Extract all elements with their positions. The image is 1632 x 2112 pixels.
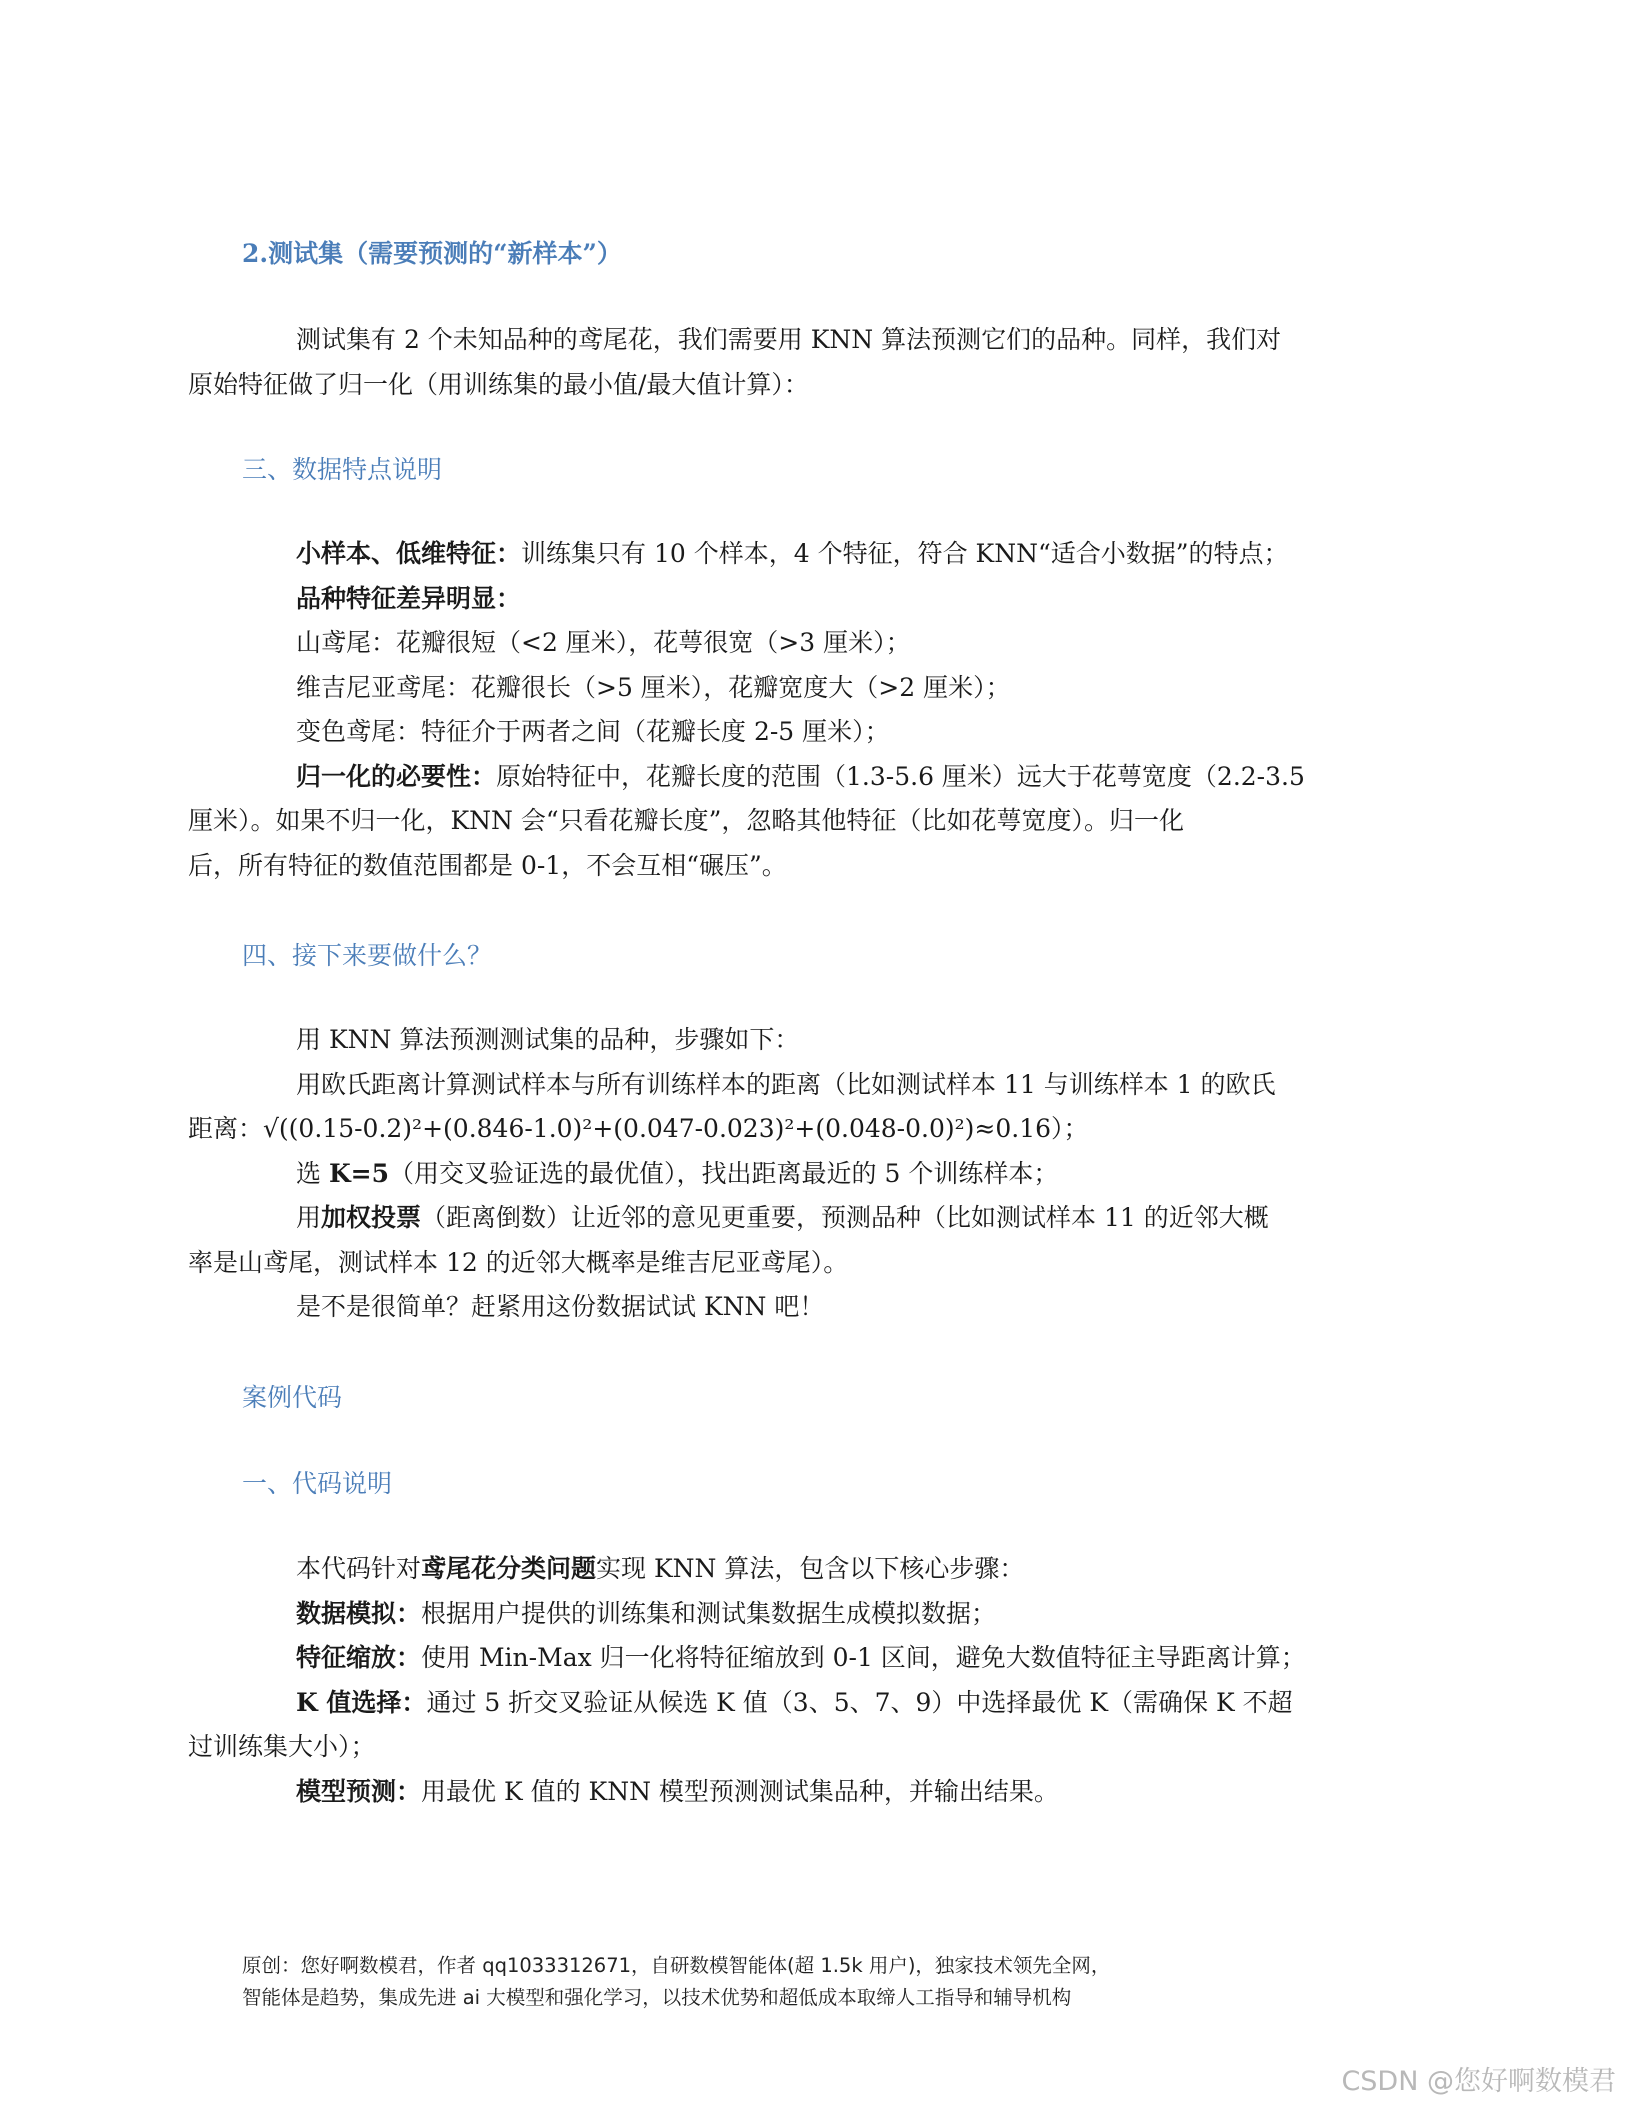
paragraph-line: 过训练集大小）； — [188, 1732, 376, 1761]
term-text: 训练集只有 10 个样本，4 个特征，符合 KNN“适合小数据”的特点； — [521, 539, 1289, 568]
text: 根据用户提供的训练集和测试集数据生成模拟数据； — [421, 1598, 997, 1628]
feature-line-versicolor: 变色鸢尾：特征介于两者之间（花瓣长度 2-5 厘米）； — [296, 717, 890, 746]
paragraph-line: 测试集有 2 个未知品种的鸢尾花，我们需要用 KNN 算法预测它们的品种。同样，我们对 — [296, 325, 1282, 354]
test-set-paragraph — [188, 318, 1392, 407]
term-label: 品种特征差异明显： — [296, 583, 522, 613]
code-step-k-select — [242, 1681, 1392, 1726]
term-label: 小样本、低维特征： — [296, 539, 522, 568]
term-label: 鸢尾花分类问题 — [421, 1554, 597, 1583]
text: 本代码针对 — [296, 1554, 422, 1583]
footer-note — [242, 1950, 1392, 2014]
paragraph-line: 率是山鸢尾，测试样本 12 的近邻大概率是维吉尼亚鸢尾）。 — [188, 1247, 849, 1277]
data-features-body — [188, 532, 1392, 888]
code-explanation-body — [188, 1547, 1392, 1814]
section-heading-code-explanation: 一、代码说明 — [242, 1469, 393, 1498]
term-label: 特征缩放： — [296, 1643, 422, 1672]
step-text: 用 — [296, 1203, 322, 1232]
footer-line: 智能体是趋势，集成先进 ai 大模型和强化学习，以技术优势和超低成本取缔人工指导和辅导机构 — [242, 1986, 1072, 2009]
feature-line-small-sample — [242, 532, 1392, 577]
term-label: 加权投票 — [321, 1203, 422, 1232]
term-label: 数据模拟： — [296, 1598, 422, 1628]
feature-line-setosa: 山鸢尾：花瓣很短（<2 厘米），花萼很宽（>3 厘米）； — [296, 628, 911, 657]
step-text: （距离倒数）让近邻的意见更重要，预测品种（比如测试样本 11 的近邻大概 — [421, 1203, 1269, 1232]
section-heading-test-set: 2.测试集（需要预测的“新样本”） — [242, 239, 622, 268]
footer-line: 原创：您好啊数模君，作者 qq1033312671，自研数模智能体(超 1.5k 用户)，独家技术领先全网， — [242, 1954, 1111, 1977]
code-step-scaling — [242, 1636, 1392, 1681]
text: 用最优 K 值的 KNN 模型预测测试集品种，并输出结果。 — [421, 1776, 1059, 1806]
step-intro: 用 KNN 算法预测测试集的品种，步骤如下： — [296, 1025, 800, 1054]
next-steps-body — [188, 1018, 1392, 1330]
feature-line-virginica: 维吉尼亚鸢尾：花瓣很长（>5 厘米），花瓣宽度大（>2 厘米）； — [296, 672, 1011, 702]
code-step-data-sim — [242, 1592, 1392, 1637]
step-text: 选 — [296, 1158, 329, 1188]
code-step-predict — [242, 1770, 1392, 1815]
formula-text: 距离：√((0.15-0.2)²+(0.846-1.0)²+(0.047-0.023)²+(0.048-0.0)²)≈0.16）； — [188, 1114, 1089, 1143]
section-heading-data-features: 三、数据特点说明 — [242, 455, 443, 484]
step-conclusion: 是不是很简单？赶紧用这份数据试试 KNN 吧！ — [296, 1292, 825, 1321]
term-label: K 值选择： — [296, 1687, 427, 1717]
watermark: CSDN @您好啊数模君 — [1341, 2066, 1616, 2097]
step-choose-k — [242, 1152, 1392, 1197]
step-euclidean: 用欧氏距离计算测试样本与所有训练样本的距离（比如测试样本 11 与训练样本 1 的欧氏 — [296, 1069, 1276, 1099]
code-intro — [242, 1547, 1392, 1592]
step-euclidean-formula — [188, 1107, 1392, 1152]
term-label: 归一化的必要性： — [296, 761, 497, 791]
text: 实现 KNN 算法，包含以下核心步骤： — [596, 1554, 1025, 1583]
feature-line-normalization — [242, 755, 1392, 800]
section-heading-next-steps: 四、接下来要做什么？ — [242, 941, 493, 970]
section-heading-case-code: 案例代码 — [242, 1383, 343, 1412]
feature-line-species-diff — [242, 577, 1392, 622]
text: 使用 Min-Max 归一化将特征缩放到 0-1 区间，避免大数值特征主导距离计算； — [421, 1643, 1306, 1672]
paragraph-line: 原始特征做了归一化（用训练集的最小值/最大值计算）： — [188, 369, 809, 399]
k-value: K=5 — [328, 1158, 390, 1188]
term-text: 原始特征中，花瓣长度的范围（1.3-5.6 厘米）远大于花萼宽度（2.2-3.5 — [496, 761, 1305, 791]
step-text: （用交叉验证选的最优值），找出距离最近的 5 个训练样本； — [389, 1158, 1059, 1188]
paragraph-line: 后，所有特征的数值范围都是 0-1，不会互相“碾压”。 — [188, 850, 787, 880]
paragraph-line: 厘米）。如果不归一化，KNN 会“只看花瓣长度”，忽略其他特征（比如花萼宽度）。归一化 — [188, 806, 1184, 835]
term-label: 模型预测： — [296, 1776, 422, 1806]
step-weighted-vote — [242, 1196, 1392, 1241]
text: 通过 5 折交叉验证从候选 K 值（3、5、7、9）中选择最优 K（需确保 K 不超 — [426, 1687, 1293, 1717]
